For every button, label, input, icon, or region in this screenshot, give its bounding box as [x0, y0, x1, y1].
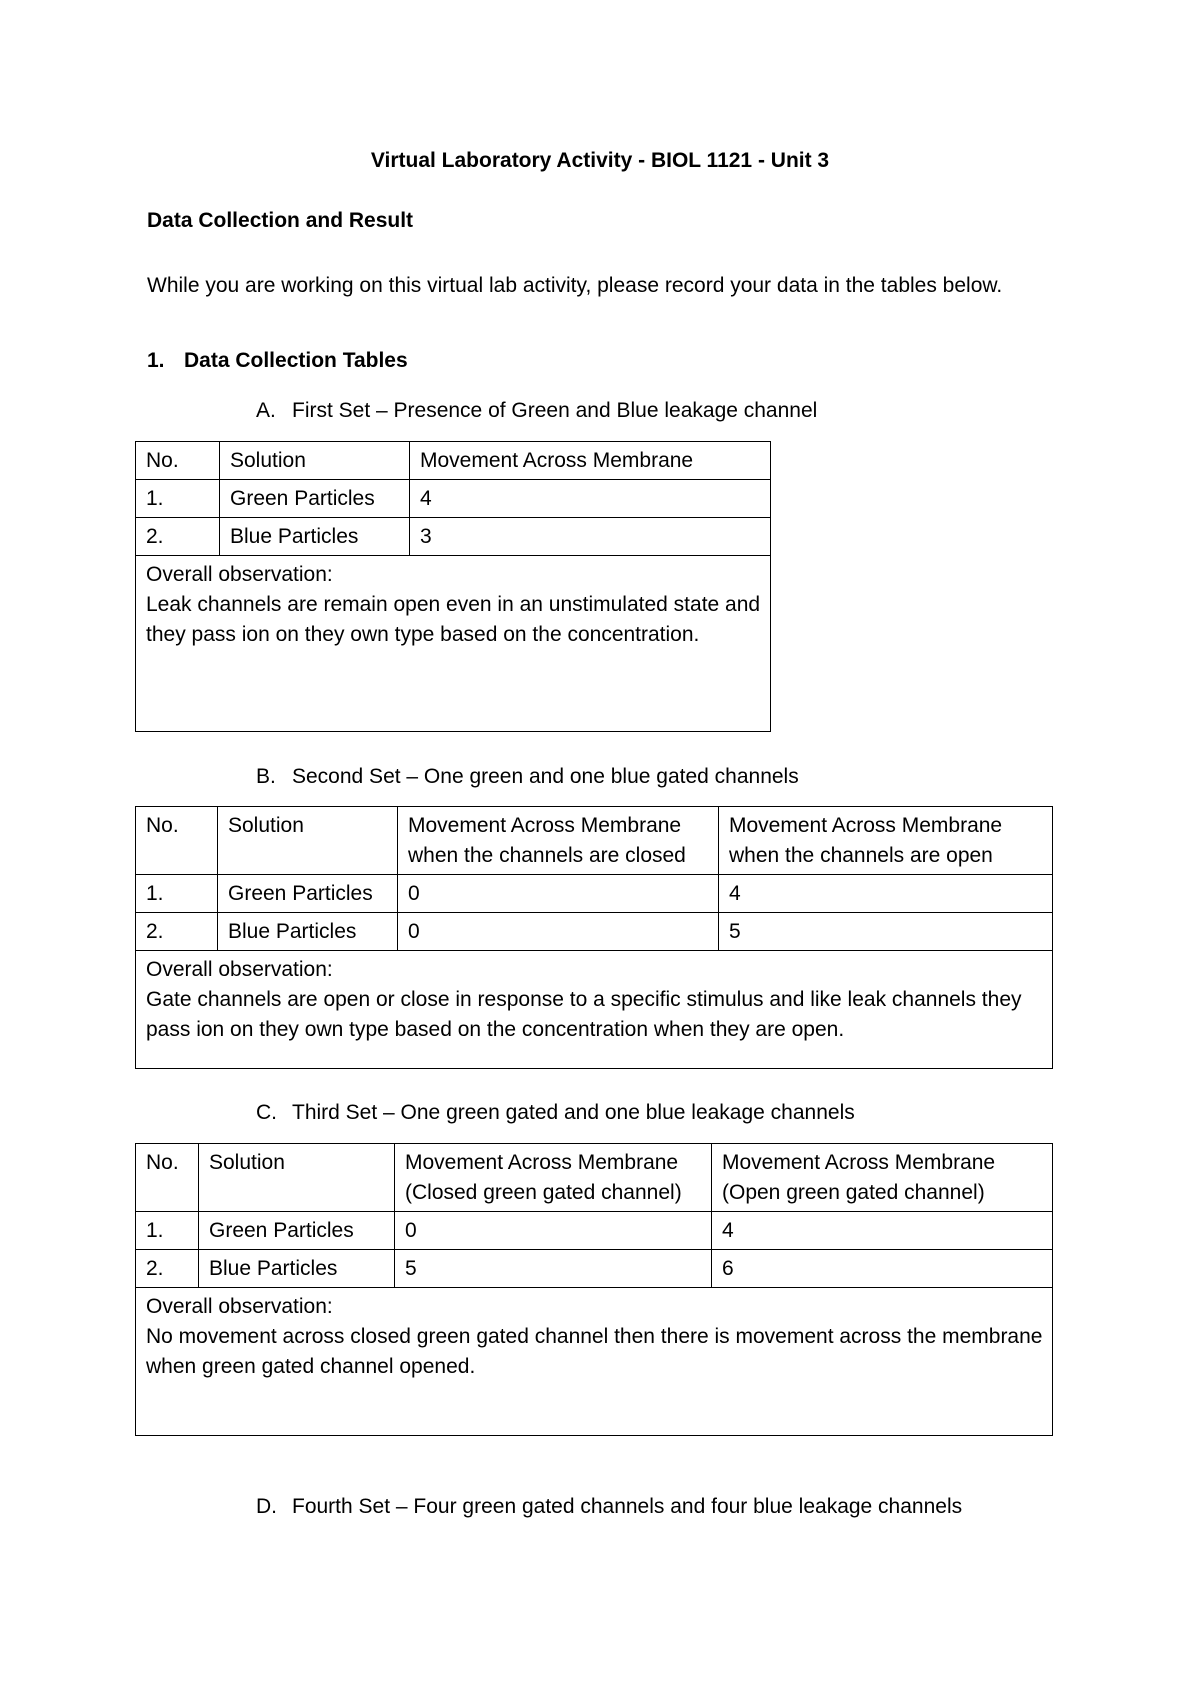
section-heading: Data Collection and Result [147, 209, 414, 232]
table-header-row [136, 442, 771, 480]
header-cell: Solution [220, 442, 410, 480]
header-cell: Solution [199, 1144, 395, 1212]
table-cell: 2. [136, 913, 218, 951]
header-cell: Movement Across Membrane (Open green gated channel) [712, 1144, 1053, 1212]
table-cell: 1. [136, 480, 220, 518]
table-cell: 3 [410, 518, 771, 556]
table-row [136, 480, 771, 518]
observation-cell [136, 1288, 1053, 1436]
table-cell: 0 [398, 875, 719, 913]
table-cell: Green Particles [199, 1212, 395, 1250]
set-a-heading: First Set – Presence of Green and Blue leakage channel [292, 399, 818, 422]
observation-text: No movement across closed green gated channel then there is movement across the membrane when green gated channel opened. [146, 1325, 1043, 1378]
observation-text: Gate channels are open or close in response to a specific stimulus and like leak channels they pass ion on they own type based on the concentration when they are open. [146, 988, 1022, 1041]
set-c-table [135, 1143, 1053, 1436]
table-cell: 5 [395, 1250, 712, 1288]
table-cell: 1. [136, 875, 218, 913]
list-number: 1. [147, 349, 165, 372]
table-header-row [136, 1144, 1053, 1212]
set-a-table [135, 441, 771, 732]
table-cell: 6 [712, 1250, 1053, 1288]
header-cell: Movement Across Membrane [410, 442, 771, 480]
set-a-letter: A. [256, 399, 276, 422]
observation-row [136, 951, 1053, 1069]
set-c-heading: Third Set – One green gated and one blue leakage channels [292, 1101, 855, 1124]
header-cell: Movement Across Membrane when the channels are closed [398, 807, 719, 875]
table-cell: 4 [410, 480, 771, 518]
set-b-table [135, 806, 1053, 1069]
table-cell: Green Particles [218, 875, 398, 913]
intro-paragraph: While you are working on this virtual lab activity, please record your data in the tables below. [147, 274, 1003, 297]
table-header-row [136, 807, 1053, 875]
document-title: Virtual Laboratory Activity - BIOL 1121 - Unit 3 [370, 149, 830, 172]
set-d-letter: D. [256, 1495, 277, 1518]
table-cell: Blue Particles [199, 1250, 395, 1288]
observation-cell [136, 556, 771, 732]
table-row [136, 518, 771, 556]
table-cell: Blue Particles [220, 518, 410, 556]
table-row [136, 913, 1053, 951]
set-c-letter: C. [256, 1101, 277, 1124]
observation-text: Leak channels are remain open even in an unstimulated state and they pass ion on they own type based on the concentration. [146, 593, 761, 646]
table-cell: 2. [136, 1250, 199, 1288]
table-cell: 2. [136, 518, 220, 556]
set-d-heading: Fourth Set – Four green gated channels and four blue leakage channels [292, 1495, 963, 1518]
table-cell: 1. [136, 1212, 199, 1250]
observation-row [136, 556, 771, 732]
table-cell: 5 [719, 913, 1053, 951]
table-row [136, 1250, 1053, 1288]
header-cell: Solution [218, 807, 398, 875]
header-cell: Movement Across Membrane when the channels are open [719, 807, 1053, 875]
list-heading: Data Collection Tables [184, 349, 408, 372]
table-cell: Green Particles [220, 480, 410, 518]
header-cell: No. [136, 1144, 199, 1212]
observation-row [136, 1288, 1053, 1436]
observation-cell [136, 951, 1053, 1069]
header-cell: Movement Across Membrane (Closed green gated channel) [395, 1144, 712, 1212]
set-b-letter: B. [256, 765, 276, 788]
observation-label: Overall observation: [146, 563, 333, 586]
header-cell: No. [136, 807, 218, 875]
table-row [136, 875, 1053, 913]
observation-label: Overall observation: [146, 958, 333, 981]
header-cell: No. [136, 442, 220, 480]
set-b-heading: Second Set – One green and one blue gated channels [292, 765, 799, 788]
observation-label: Overall observation: [146, 1295, 333, 1318]
table-cell: 0 [398, 913, 719, 951]
table-row [136, 1212, 1053, 1250]
table-cell: 4 [712, 1212, 1053, 1250]
table-cell: 0 [395, 1212, 712, 1250]
table-cell: 4 [719, 875, 1053, 913]
table-cell: Blue Particles [218, 913, 398, 951]
